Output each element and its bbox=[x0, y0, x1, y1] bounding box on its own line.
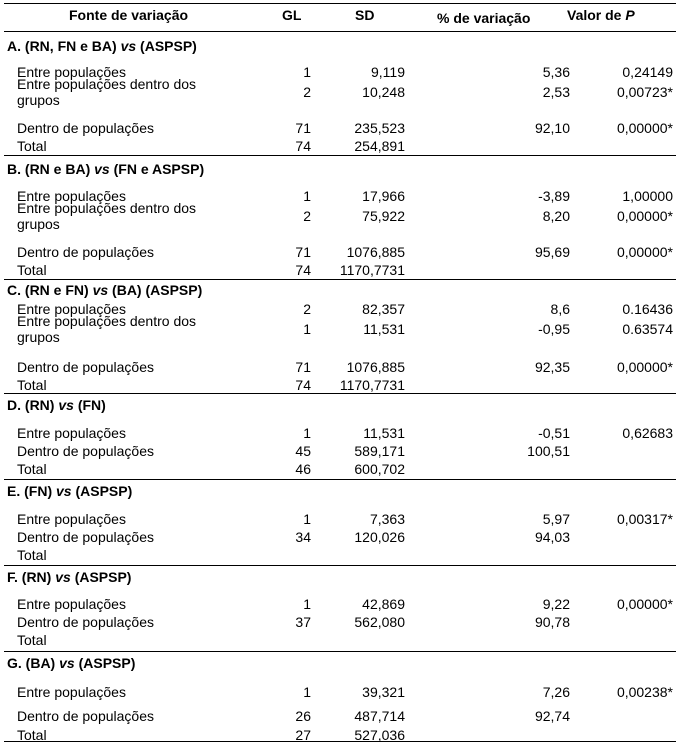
section-group-b: (ASPSP) bbox=[75, 483, 133, 499]
cell-gl: 1 bbox=[303, 425, 311, 441]
cell-pct-variation: 8,20 bbox=[542, 208, 570, 224]
cell-gl: 74 bbox=[295, 138, 311, 154]
row-label: Entre populações bbox=[17, 64, 126, 80]
cell-gl: 2 bbox=[303, 84, 311, 100]
row-label: Entre populações dentro dos grupos bbox=[17, 76, 197, 108]
row-label: Total bbox=[17, 632, 47, 648]
section-rule-f bbox=[4, 565, 676, 566]
section-group-b: (ASPSP) bbox=[78, 655, 136, 671]
cell-p-value: 0,00000* bbox=[616, 359, 673, 375]
cell-sd: 562,080 bbox=[354, 614, 405, 630]
row-label: Dentro de populações bbox=[17, 614, 154, 630]
cell-pct-variation: 100,51 bbox=[527, 443, 570, 459]
cell-sd: 39,321 bbox=[362, 684, 405, 700]
row-label: Entre populações bbox=[17, 596, 126, 612]
header-p-value bbox=[567, 7, 635, 23]
section-letter: F bbox=[7, 569, 14, 585]
section-vs: vs bbox=[59, 655, 75, 671]
cell-pct-variation: -0,51 bbox=[538, 425, 570, 441]
section-title-b: B. (RN e BA) vs (FN e ASPSP) bbox=[7, 161, 205, 177]
cell-p-value: 0.63574 bbox=[622, 321, 673, 337]
cell-p-value: 0,00723* bbox=[616, 84, 673, 100]
cell-pct-variation: 94,03 bbox=[534, 529, 570, 545]
row-label: Total bbox=[17, 138, 47, 154]
header-sd: SD bbox=[355, 7, 375, 23]
header-gl: GL bbox=[282, 7, 302, 23]
row-label: Total bbox=[17, 547, 47, 563]
row-label: Entre populações dentro dos grupos bbox=[17, 200, 197, 232]
header-p-prefix: Valor de bbox=[567, 7, 626, 23]
cell-gl: 74 bbox=[295, 377, 311, 393]
section-vs: vs bbox=[55, 569, 71, 585]
cell-sd: 1170,7731 bbox=[339, 262, 405, 278]
section-rule-c bbox=[4, 279, 676, 280]
cell-gl: 1 bbox=[303, 511, 311, 527]
cell-gl: 71 bbox=[295, 359, 311, 375]
cell-gl: 37 bbox=[295, 614, 311, 630]
cell-p-value: 0,00000* bbox=[616, 120, 673, 136]
section-group-b: (BA) (ASPSP) bbox=[112, 282, 203, 298]
cell-p-value: 0,00000* bbox=[616, 208, 673, 224]
section-group-b: (ASPSP) bbox=[140, 38, 197, 54]
section-group-a: (RN e BA) bbox=[24, 161, 91, 177]
cell-gl: 1 bbox=[303, 684, 311, 700]
header-bottom-rule bbox=[4, 31, 676, 32]
cell-sd: 1076,885 bbox=[346, 244, 405, 260]
cell-p-value: 0,24149 bbox=[622, 64, 673, 80]
cell-pct-variation: 92,10 bbox=[534, 120, 570, 136]
cell-pct-variation: 92,35 bbox=[534, 359, 570, 375]
row-label: Dentro de populações bbox=[17, 120, 154, 136]
section-group-a: (FN) bbox=[24, 483, 53, 499]
row-label: Dentro de populações bbox=[17, 359, 154, 375]
cell-pct-variation: 2,53 bbox=[542, 84, 570, 100]
row-label: Entre populações bbox=[17, 425, 126, 441]
section-rule-d bbox=[4, 393, 676, 394]
header-pct: % de variação bbox=[437, 10, 531, 26]
cell-pct-variation: 7,26 bbox=[542, 684, 570, 700]
cell-sd: 7,363 bbox=[369, 511, 405, 527]
cell-sd: 235,523 bbox=[354, 120, 405, 136]
cell-p-value: 0,00000* bbox=[616, 244, 673, 260]
cell-pct-variation: 5,97 bbox=[542, 511, 570, 527]
cell-gl: 45 bbox=[295, 443, 311, 459]
cell-pct-variation: 5,36 bbox=[542, 64, 570, 80]
cell-p-value: 0,62683 bbox=[622, 425, 673, 441]
cell-sd: 9,119 bbox=[371, 64, 405, 80]
section-title-d: D. (RN) vs (FN) bbox=[7, 397, 106, 413]
cell-sd: 42,869 bbox=[362, 596, 405, 612]
section-rule-b bbox=[4, 155, 676, 156]
cell-sd: 120,026 bbox=[354, 529, 405, 545]
section-letter: D bbox=[7, 397, 18, 413]
section-group-b: (FN) bbox=[77, 397, 106, 413]
cell-sd: 1076,885 bbox=[346, 359, 405, 375]
table-bottom-rule bbox=[4, 741, 676, 742]
section-vs: vs bbox=[58, 397, 74, 413]
cell-pct-variation: -0,95 bbox=[538, 321, 570, 337]
cell-p-value: 0.16436 bbox=[622, 301, 673, 317]
cell-sd: 11,531 bbox=[363, 321, 405, 337]
cell-gl: 1 bbox=[303, 321, 311, 337]
cell-pct-variation: 8,6 bbox=[550, 301, 570, 317]
cell-sd: 10,248 bbox=[362, 84, 405, 100]
cell-gl: 71 bbox=[295, 120, 311, 136]
cell-p-value: 0,00000* bbox=[616, 596, 673, 612]
row-label: Entre populações bbox=[17, 511, 126, 527]
section-group-a: (RN e FN) bbox=[24, 282, 89, 298]
section-vs: vs bbox=[92, 282, 109, 298]
section-letter: B bbox=[7, 161, 18, 177]
row-label: Dentro de populações bbox=[17, 244, 154, 260]
section-group-b: (FN e ASPSP) bbox=[113, 161, 205, 177]
section-title-g: G. (BA) vs (ASPSP) bbox=[7, 655, 136, 671]
cell-gl: 71 bbox=[295, 244, 311, 260]
section-vs: vs bbox=[120, 38, 137, 54]
cell-gl: 1 bbox=[303, 596, 311, 612]
section-title-c: C. (RN e FN) vs (BA) (ASPSP) bbox=[7, 282, 203, 298]
cell-gl: 27 bbox=[295, 727, 311, 743]
section-group-a: (RN) bbox=[24, 397, 55, 413]
section-group-a: (RN) bbox=[21, 569, 52, 585]
cell-pct-variation: 92,74 bbox=[534, 708, 570, 724]
section-title-f: F. (RN) vs (ASPSP) bbox=[7, 569, 132, 585]
row-label: Entre populações dentro dos grupos bbox=[17, 313, 197, 345]
cell-sd: 11,531 bbox=[363, 425, 405, 441]
row-label: Entre populações bbox=[17, 301, 126, 317]
section-vs: vs bbox=[94, 161, 110, 177]
header-p-letter: P bbox=[625, 7, 635, 23]
cell-gl: 2 bbox=[303, 301, 311, 317]
cell-pct-variation: -3,89 bbox=[538, 188, 570, 204]
section-letter: G bbox=[7, 655, 18, 671]
cell-sd: 17,966 bbox=[362, 188, 405, 204]
section-letter: E bbox=[7, 483, 17, 499]
section-rule-e bbox=[4, 479, 676, 480]
row-label: Total bbox=[17, 377, 47, 393]
cell-sd: 254,891 bbox=[354, 138, 405, 154]
header-source: Fonte de variação bbox=[69, 7, 189, 23]
cell-sd: 487,714 bbox=[354, 708, 405, 724]
cell-gl: 2 bbox=[303, 208, 311, 224]
table-top-rule bbox=[4, 3, 676, 4]
section-group-b: (ASPSP) bbox=[74, 569, 132, 585]
row-label: Dentro de populações bbox=[17, 529, 154, 545]
section-vs: vs bbox=[56, 483, 72, 499]
section-title-a: A. (RN, FN e BA) vs (ASPSP) bbox=[7, 38, 197, 54]
cell-gl: 34 bbox=[295, 529, 311, 545]
cell-gl: 46 bbox=[295, 461, 311, 477]
section-group-a: (RN, FN e BA) bbox=[24, 38, 117, 54]
row-label: Total bbox=[17, 461, 47, 477]
section-group-a: (BA) bbox=[25, 655, 56, 671]
cell-sd: 1170,7731 bbox=[339, 377, 405, 393]
cell-p-value: 0,00238* bbox=[616, 684, 673, 700]
cell-gl: 1 bbox=[303, 64, 311, 80]
cell-pct-variation: 90,78 bbox=[534, 614, 570, 630]
row-label: Entre populações bbox=[17, 188, 126, 204]
section-rule-g bbox=[4, 651, 676, 652]
cell-sd: 75,922 bbox=[362, 208, 405, 224]
cell-p-value: 1,00000 bbox=[622, 188, 673, 204]
cell-gl: 26 bbox=[295, 708, 311, 724]
cell-pct-variation: 9,22 bbox=[542, 596, 570, 612]
cell-gl: 74 bbox=[295, 262, 311, 278]
row-label: Dentro de populações bbox=[17, 708, 154, 724]
cell-gl: 1 bbox=[303, 188, 311, 204]
cell-sd: 600,702 bbox=[354, 461, 405, 477]
cell-p-value: 0,00317* bbox=[616, 511, 673, 527]
row-label: Entre populações bbox=[17, 684, 126, 700]
section-letter: A bbox=[7, 38, 18, 54]
cell-sd: 589,171 bbox=[354, 443, 405, 459]
cell-sd: 82,357 bbox=[362, 301, 405, 317]
section-letter: C bbox=[7, 282, 18, 298]
row-label: Total bbox=[17, 262, 47, 278]
row-label: Total bbox=[17, 727, 47, 743]
row-label: Dentro de populações bbox=[17, 443, 154, 459]
section-title-e: E. (FN) vs (ASPSP) bbox=[7, 483, 133, 499]
cell-sd: 527,036 bbox=[354, 727, 405, 743]
cell-pct-variation: 95,69 bbox=[534, 244, 570, 260]
